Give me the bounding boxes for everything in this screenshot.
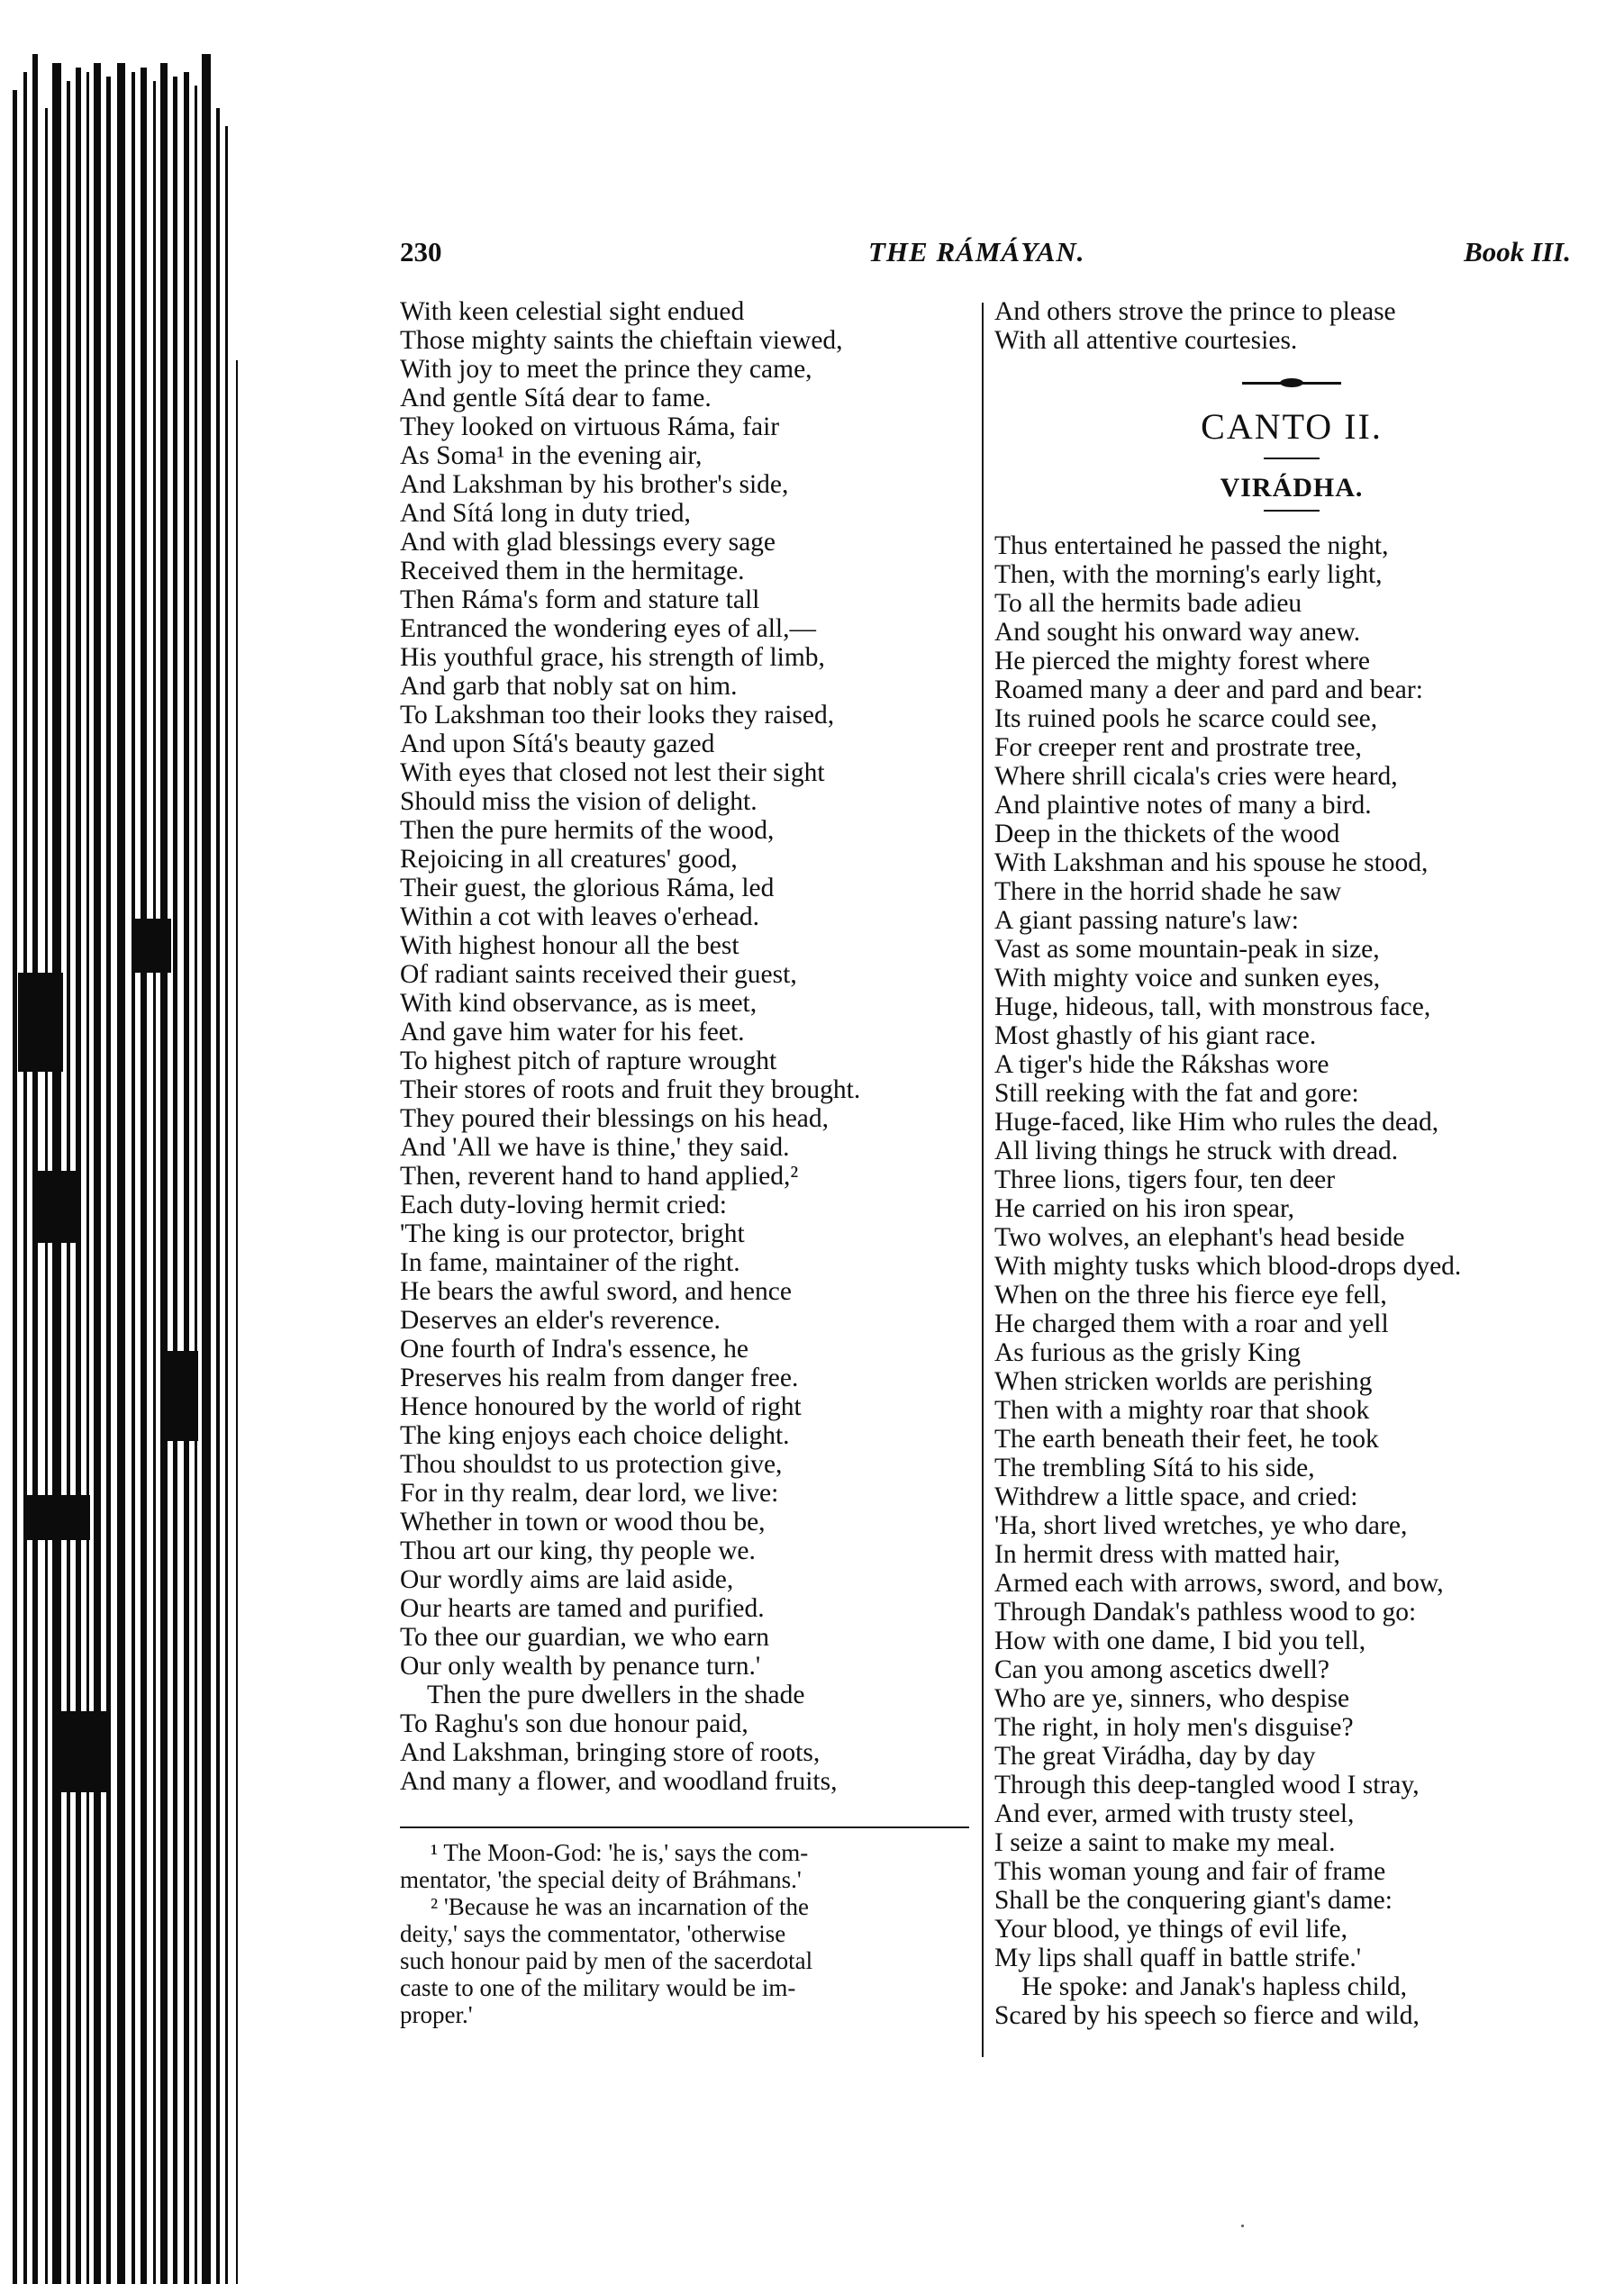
footnote-line: mentator, 'the special deity of Bráhmans.' [400, 1866, 802, 1893]
verse-line: The right, in holy men's disguise? [994, 1713, 1354, 1742]
verse-line: Where shrill cicala's cries were heard, [994, 762, 1398, 791]
verse-line: For in thy realm, dear lord, we live: [400, 1479, 779, 1508]
verse-line: A tiger's hide the Rákshas wore [994, 1050, 1329, 1079]
verse-line: With joy to meet the prince they came, [400, 355, 812, 384]
running-title: THE RÁMÁYAN. [868, 236, 1085, 267]
verse-line: 'Ha, short lived wretches, ye who dare, [994, 1511, 1408, 1540]
verse-line: Within a cot with leaves o'erhead. [400, 902, 759, 931]
verse-line: Withdrew a little space, and cried: [994, 1482, 1358, 1511]
canto-title: CANTO II. [1201, 406, 1383, 447]
verse-line: He charged them with a roar and yell [994, 1310, 1389, 1338]
footnote-line: proper.' [400, 2001, 473, 2028]
book-reference: Book III. [1464, 236, 1571, 267]
verse-line: He bears the awful sword, and hence [400, 1277, 792, 1306]
verse-line: And garb that nobly sat on him. [400, 672, 738, 701]
scan-speck [1241, 2225, 1244, 2227]
verse-line: Then the pure hermits of the wood, [400, 816, 775, 845]
verse-line: Huge-faced, like Him who rules the dead, [994, 1108, 1439, 1137]
footnotes [400, 1839, 969, 2028]
verse-line: With keen celestial sight endued [400, 297, 745, 326]
verse-line: Whether in town or wood thou be, [400, 1508, 766, 1536]
verse-line: For creeper rent and prostrate tree, [994, 733, 1362, 762]
verse-line: Shall be the conquering giant's dame: [994, 1886, 1393, 1915]
verse-line: As Soma¹ in the evening air, [400, 441, 703, 470]
verse-line: Our wordly aims are laid aside, [400, 1565, 734, 1594]
verse-line: Thou shouldst to us protection give, [400, 1450, 783, 1479]
verse-line: Through Dandak's pathless wood to go: [994, 1598, 1417, 1627]
rule [1264, 458, 1320, 459]
verse-line: And Lakshman, bringing store of roots, [400, 1738, 821, 1767]
footnote-line: ² 'Because he was an incarnation of the [431, 1893, 810, 1920]
verse-line: Huge, hideous, tall, with monstrous face, [994, 992, 1431, 1021]
verse-line: How with one dame, I bid you tell, [994, 1627, 1366, 1655]
verse-line: And upon Sítá's beauty gazed [400, 730, 715, 758]
right-column [994, 297, 1589, 2030]
verse-line: Scared by his speech so fierce and wild, [994, 2001, 1420, 2030]
verse-line: Rejoicing in all creatures' good, [400, 845, 738, 874]
verse-line: When stricken worlds are perishing [994, 1367, 1373, 1396]
verse-line: Their stores of roots and fruit they brought. [400, 1075, 861, 1104]
verse-line: All living things he struck with dread. [994, 1137, 1399, 1165]
verse-line: And gentle Sítá dear to fame. [400, 384, 712, 412]
verse-line: Vast as some mountain-peak in size, [994, 935, 1380, 964]
verse-line: Deserves an elder's reverence. [400, 1306, 721, 1335]
verse-line: Who are ye, sinners, who despise [994, 1684, 1350, 1713]
verse-line: When on the three his fierce eye fell, [994, 1281, 1387, 1310]
verse-line: In hermit dress with matted hair, [994, 1540, 1340, 1569]
verse-line: With mighty voice and sunken eyes, [994, 964, 1381, 992]
verse-line: They poured their blessings on his head, [400, 1104, 830, 1133]
verse-line: My lips shall quaff in battle strife.' [994, 1944, 1362, 1972]
verse-line: And Lakshman by his brother's side, [400, 470, 789, 499]
verse-line: The king enjoys each choice delight. [400, 1421, 790, 1450]
verse-line: Received them in the hermitage. [400, 557, 745, 585]
verse-line: Each duty-loving hermit cried: [400, 1191, 727, 1219]
verse-line: Entranced the wondering eyes of all,— [400, 614, 817, 643]
verse-line: And Sítá long in duty tried, [400, 499, 691, 528]
verse-line: Most ghastly of his giant race. [994, 1021, 1317, 1050]
verse-line: 'The king is our protector, bright [400, 1219, 745, 1248]
verse-line: Still reeking with the fat and gore: [994, 1079, 1359, 1108]
verse-line: Then Ráma's form and stature tall [400, 585, 760, 614]
verse-line: As furious as the grisly King [994, 1338, 1302, 1367]
verse-line: Their guest, the glorious Ráma, led [400, 874, 775, 902]
verse-line: Roamed many a deer and pard and bear: [994, 675, 1423, 704]
verse-line: With all attentive courtesies. [994, 326, 1298, 355]
verse-line: And with glad blessings every sage [400, 528, 776, 557]
canto-subtitle: VIRÁDHA. [1220, 473, 1364, 503]
ornament-divider [1242, 378, 1341, 387]
verse-line: And ever, armed with trusty steel, [994, 1799, 1355, 1828]
verse-line: Armed each with arrows, sword, and bow, [994, 1569, 1444, 1598]
verse-line: Three lions, tigers four, ten deer [994, 1165, 1336, 1194]
verse-line: One fourth of Indra's essence, he [400, 1335, 749, 1364]
verse-line: This woman young and fair of frame [994, 1857, 1386, 1886]
verse-line: Can you among ascetics dwell? [994, 1655, 1329, 1684]
verse-line: With mighty tusks which blood-drops dyed. [994, 1252, 1462, 1281]
verse-line: Through this deep-tangled wood I stray, [994, 1771, 1420, 1799]
verse-line: He carried on his iron spear, [994, 1194, 1295, 1223]
verse-line: With highest honour all the best [400, 931, 739, 960]
verse-line: Then the pure dwellers in the shade [427, 1681, 805, 1709]
verse-line: He pierced the mighty forest where [994, 647, 1370, 675]
column-divider [982, 303, 984, 2057]
page-header [400, 236, 1571, 276]
verse-line: Thou art our king, thy people we. [400, 1536, 756, 1565]
verse-line: In fame, maintainer of the right. [400, 1248, 740, 1277]
verse-line: Of radiant saints received their guest, [400, 960, 797, 989]
verse-line: They looked on virtuous Ráma, fair [400, 412, 780, 441]
footnote-line: deity,' says the commentator, 'otherwise [400, 1920, 786, 1947]
verse-line: Two wolves, an elephant's head beside [994, 1223, 1405, 1252]
footnote-line: such honour paid by men of the sacerdotal [400, 1947, 813, 1974]
verse-line: And many a flower, and woodland fruits, [400, 1767, 838, 1796]
verse-line: Our hearts are tamed and purified. [400, 1594, 765, 1623]
verse-line: There in the horrid shade he saw [994, 877, 1341, 906]
verse-line: The earth beneath their feet, he took [994, 1425, 1379, 1454]
page-number: 230 [400, 236, 442, 267]
verse-line: I seize a saint to make my meal. [994, 1828, 1336, 1857]
verse-line: Thus entertained he passed the night, [994, 531, 1389, 560]
verse-line: To Lakshman too their looks they raised, [400, 701, 835, 730]
verse-line: And sought his onward way anew. [994, 618, 1361, 647]
footnote-rule [400, 1826, 969, 1828]
verse-line: His youthful grace, his strength of limb, [400, 643, 825, 672]
verse-line: Your blood, ye things of evil life, [994, 1915, 1347, 1944]
verse-line: A giant passing nature's law: [994, 906, 1299, 935]
footnote-line: caste to one of the military would be im- [400, 1974, 796, 2001]
verse-line: To Raghu's son due honour paid, [400, 1709, 748, 1738]
verse-line: Its ruined pools he scarce could see, [994, 704, 1378, 733]
verse-line: To highest pitch of rapture wrought [400, 1047, 777, 1075]
verse-line: To all the hermits bade adieu [994, 589, 1302, 618]
verse-line: With kind observance, as is meet, [400, 989, 758, 1018]
verse-line: The trembling Sítá to his side, [994, 1454, 1315, 1482]
verse-line: Preserves his realm from danger free. [400, 1364, 799, 1392]
verse-line: The great Virádha, day by day [994, 1742, 1316, 1771]
verse-line: And gave him water for his feet. [400, 1018, 745, 1047]
verse-line: Hence honoured by the world of right [400, 1392, 802, 1421]
verse-line: With eyes that closed not lest their sight [400, 758, 825, 787]
verse-line: Our only wealth by penance turn.' [400, 1652, 761, 1681]
verse-line: Deep in the thickets of the wood [994, 820, 1340, 848]
left-column [400, 297, 967, 1796]
footnote-line: ¹ The Moon-God: 'he is,' says the com- [431, 1839, 809, 1866]
verse-line: Then with a mighty roar that shook [994, 1396, 1370, 1425]
rule [1264, 510, 1320, 512]
verse-line: He spoke: and Janak's hapless child, [1021, 1972, 1408, 2001]
verse-line: Then, reverent hand to hand applied,² [400, 1162, 799, 1191]
verse-line: Those mighty saints the chieftain viewed, [400, 326, 843, 355]
scanned-binding-edge [0, 0, 270, 2284]
verse-line: Should miss the vision of delight. [400, 787, 758, 816]
verse-line: With Lakshman and his spouse he stood, [994, 848, 1429, 877]
verse-line: And 'All we have is thine,' they said. [400, 1133, 790, 1162]
verse-line: And others strove the prince to please [994, 297, 1396, 326]
verse-line: And plaintive notes of many a bird. [994, 791, 1372, 820]
verse-line: Then, with the morning's early light, [994, 560, 1383, 589]
verse-line: To thee our guardian, we who earn [400, 1623, 769, 1652]
